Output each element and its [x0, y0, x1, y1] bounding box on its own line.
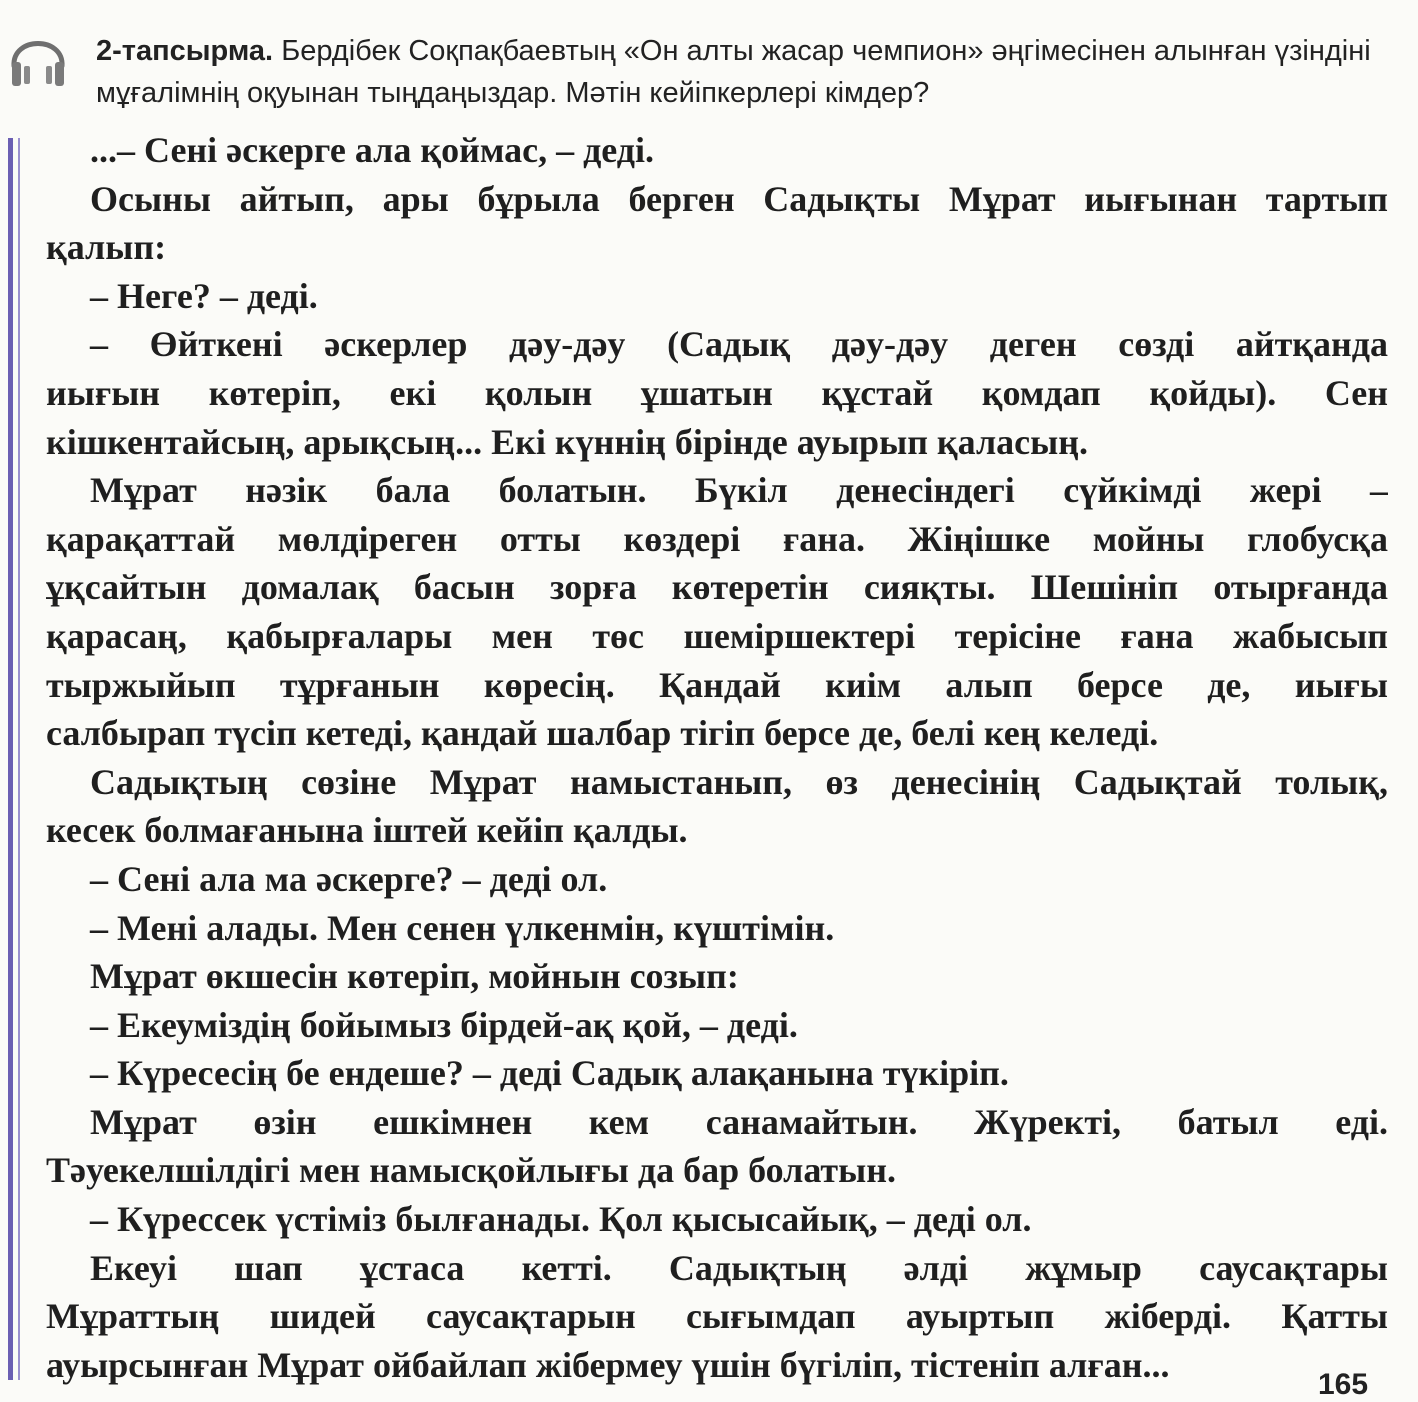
page-number: 165 [1318, 1368, 1369, 1401]
text-line: Мұрат нәзік бала болатын. Бүкіл денесіндегі сүйкімді жері – [90, 470, 1388, 511]
text-line: – Екеуміздің бойымыз бірдей-ақ қой, – деді. [90, 1004, 798, 1045]
text-line: Мұраттың шидей саусақтарын сығымдап ауыртып жіберді. Қатты [46, 1296, 1388, 1337]
text-line: – Неге? – деді. [90, 275, 318, 316]
text-line: Тәуекелшілдігі мен намысқойлығы да бар болатын. [46, 1150, 896, 1191]
text-line: салбырап түсіп кетеді, қандай шалбар тігіп берсе де, белі кең келеді. [46, 713, 1159, 754]
text-line: иығын көтеріп, екі қолын ұшатын құстай қомдап қойды). Сен [46, 372, 1388, 413]
text-line: – Күрессек үстіміз былғанады. Қол қысысайық, – деді ол. [90, 1199, 1032, 1240]
text-line: ...– Сені әскерге ала қоймас, – деді. [90, 130, 654, 170]
text-line: ұқсайтын домалақ басын зорға көтеретін сияқты. Шешініп отырғанда [46, 567, 1388, 608]
text-line: Екеуі шап ұстаса кетті. Садықтың әлді жұмыр саусақтары [90, 1247, 1388, 1288]
text-line: Садықтың сөзіне Мұрат намыстанып, өз денесінің Садықтай толық, [90, 761, 1388, 802]
text-line: қарасаң, қабырғалары мен төс шеміршектері терісіне ғана жабысып [46, 615, 1388, 656]
margin-bar-thin [18, 138, 20, 1380]
headphones-icon [6, 22, 70, 92]
text-line: кішкентайсың, арықсың... Екі күннің бірінде ауырып қаласың. [46, 421, 1089, 462]
task-header [96, 30, 1396, 114]
text-line: Осыны айтып, ары бұрыла берген Садықты Мұрат иығынан тартып [90, 178, 1388, 219]
text-line: Мұрат өкшесін көтеріп, мойнын созып: [90, 956, 739, 997]
text-line: қалып: [46, 227, 167, 268]
text-line: – Өйткені әскерлер дәу-дәу (Садық дәу-дәу деген сөзді айтқанда [90, 324, 1388, 365]
excerpt-text [46, 126, 1388, 1389]
text-line: тыржыйып тұрғанын көресің. Қандай киім алып берсе де, иығы [46, 664, 1388, 705]
text-line: – Мені алады. Мен сенен үлкенмін, күштімін. [90, 907, 835, 948]
text-line: – Сені ала ма әскерге? – деді ол. [90, 858, 608, 899]
text-line: – Күресесің бе ендеше? – деді Садық алақанына түкіріп. [90, 1053, 1009, 1094]
task-number: 2-тапсырма. [96, 35, 274, 67]
text-line: Мұрат өзін ешкімнен кем санамайтын. Жүректі, батыл еді. [90, 1101, 1388, 1142]
text-line: кесек болмағанына іштей кейіп қалды. [46, 810, 688, 851]
text-line: ауырсынған Мұрат ойбайлап жібермеу үшін бүгіліп, тістеніп алған... [46, 1344, 1170, 1385]
text-line: қарақаттай мөлдіреген отты көздері ғана. Жіңішке мойны глобусқа [46, 518, 1388, 559]
task-text: Бердібек Соқпақбаевтың «Он алты жасар чемпион» әңгімесінен алынған үзіндіні мұғалімнің оқуынан тыңдаңыздар. Мәтін кейіпкерлері кімдер? [96, 35, 1371, 109]
margin-bar [8, 138, 13, 1380]
